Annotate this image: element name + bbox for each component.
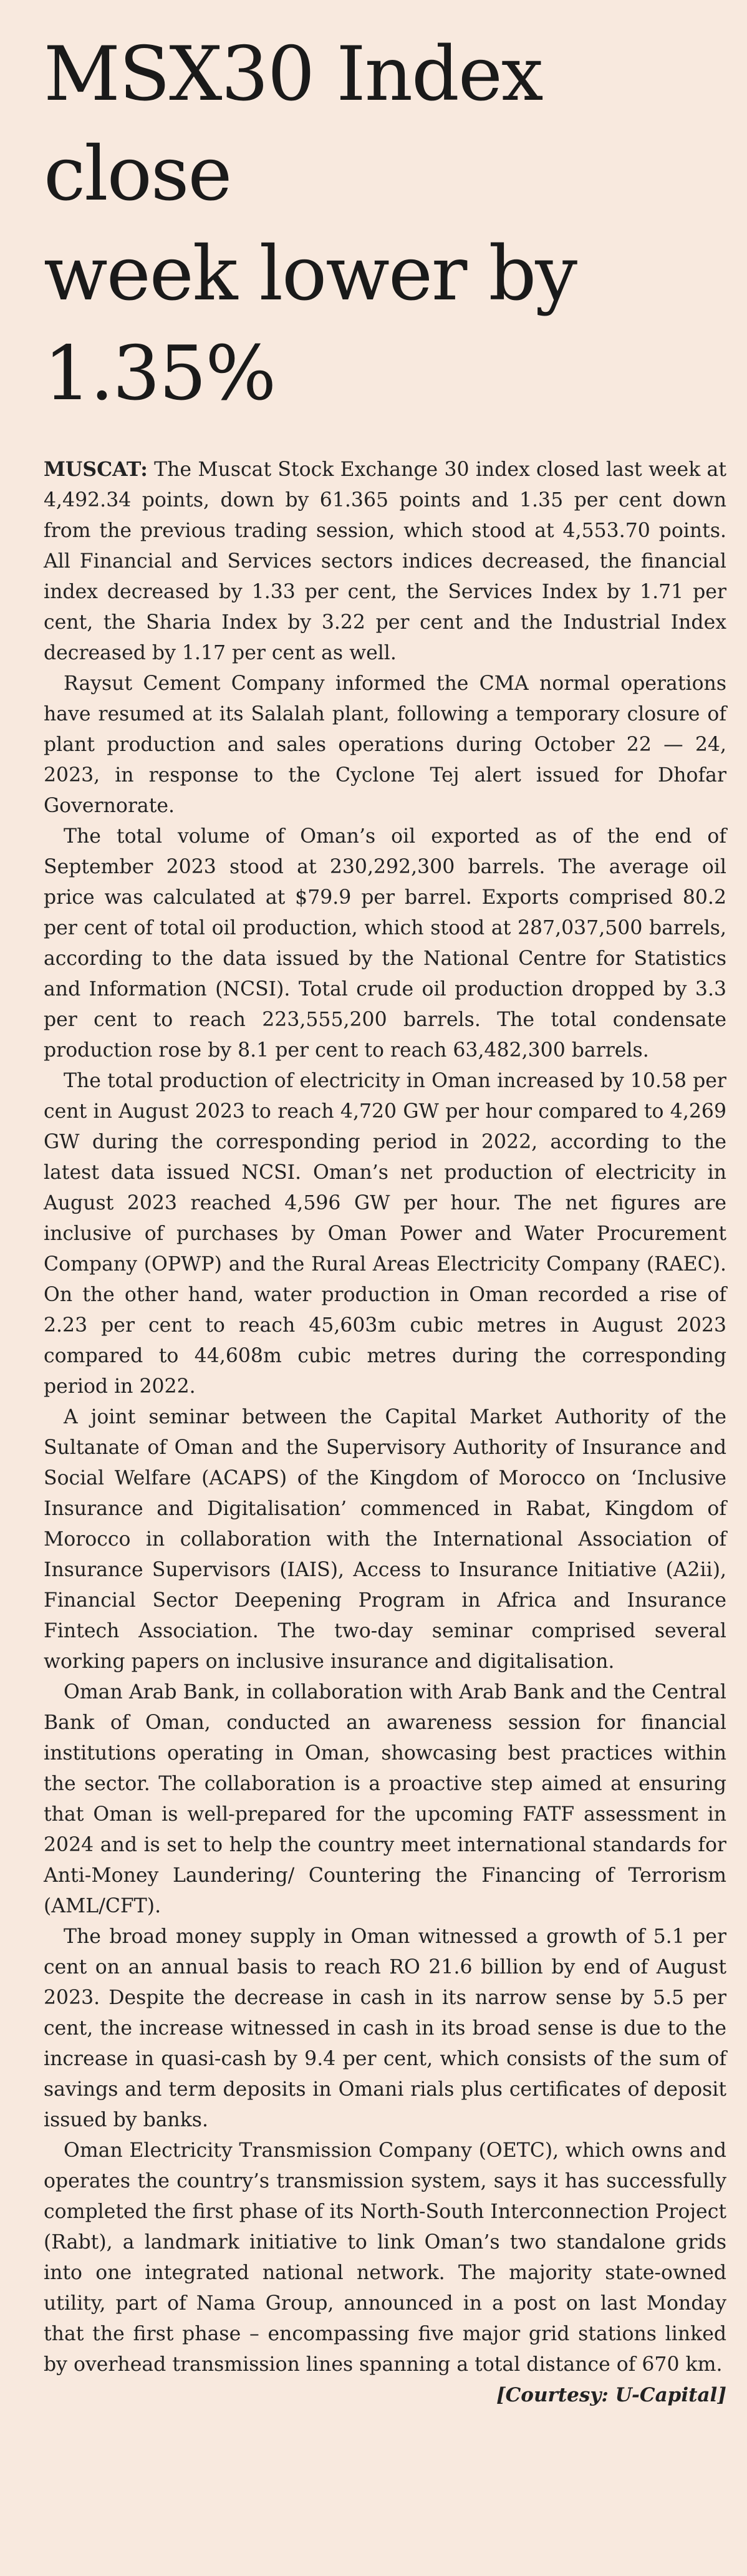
headline-line-1: MSX30 Index close bbox=[44, 31, 542, 218]
headline-line-2: week lower by 1.35% bbox=[44, 231, 577, 417]
courtesy-credit: [Courtesy: U-Capital] bbox=[496, 2384, 726, 2406]
paragraph-oil-exports: The total volume of Oman’s oil exported as of the end of September 2023 stood at 230,292,300 barrels. The average oil price was calculated at $79.9 per barrel. Exports comprised 80.2 per cent of total oil production, which stood at 287,037,500 barrels, according to the data issued by the National Centre for Statistics and Information (NCSI). Total crude oil production dropped by 3.3 per cent to reach 223,555,200 barrels. The total condensate production rose by 8.1 per cent to reach 63,482,300 barrels. bbox=[44, 825, 726, 1062]
paragraph-insurance-seminar: A joint seminar between the Capital Market Authority of the Sultanate of Oman and the Supervisory Authority of Insurance and Social Welfare (ACAPS) of the Kingdom of Morocco on ‘Inclusive Insurance and Digitalisation’ commenced in Rabat, Kingdom of Morocco in collaboration with the International Association of Insurance Supervisors (IAIS), Access to Insurance Initiative (A2ii), Financial Sector Deepening Program in Africa and Insurance Fintech Association. The two-day seminar comprised several working papers on inclusive insurance and digitalisation. bbox=[44, 1406, 726, 1673]
paragraph-raysut-cement: Raysut Cement Company informed the CMA normal operations have resumed at its Salalah plant, following a temporary closure of plant production and sales operations during October 22 — 24, 2023, in response to the Cyclone Tej alert issued for Dhofar Governorate. bbox=[44, 672, 726, 817]
paragraph-electricity-production: The total production of electricity in Oman increased by 10.58 per cent in August 2023 to reach 4,720 GW per hour compared to 4,269 GW during the corresponding period in 2022, according to the latest data issued NCSI. Oman’s net production of electricity in August 2023 reached 4,596 GW per hour. The net figures are inclusive of purchases by Oman Power and Water Procurement Company (OPWP) and the Rural Areas Electricity Company (RAEC). On the other hand, water production in Oman recorded a rise of 2.23 per cent to reach 45,603m cubic metres in August 2023 compared to 44,608m cubic metres during the corresponding period in 2022. bbox=[44, 1070, 726, 1398]
paragraph-msx30-text: The Muscat Stock Exchange 30 index closed last week at 4,492.34 points, down by 61.365 points and 1.35 per cent down from the previous trading session, which stood at 4,553.70 points. All Financial and Services sectors indices decreased, the financial index decreased by 1.33 per cent, the Services Index by 1.71 per cent, the Sharia Index by 3.22 per cent and the Industrial Index decreased by 1.17 per cent as well. bbox=[44, 458, 726, 664]
article-body bbox=[44, 454, 726, 2411]
headline bbox=[44, 25, 726, 424]
news-article bbox=[44, 25, 726, 2557]
paragraph-money-supply: The broad money supply in Oman witnessed a growth of 5.1 per cent on an annual basis to reach RO 21.6 billion by end of August 2023. Despite the decrease in cash in its narrow sense by 5.5 per cent, the increase witnessed in cash in its broad sense is due to the increase in quasi-cash by 9.4 per cent, which consists of the sum of savings and term deposits in Omani rials plus certificates of deposit issued by banks. bbox=[44, 1925, 726, 2131]
paragraph-oman-arab-bank: Oman Arab Bank, in collaboration with Arab Bank and the Central Bank of Oman, conducted an awareness session for financial institutions operating in Oman, showcasing best practices within the sector. The collaboration is a proactive step aimed at ensuring that Oman is well-prepared for the upcoming FATF assessment in 2024 and is set to help the country meet international standards for Anti-Money Laundering/ Countering the Financing of Terrorism (AML/CFT). bbox=[44, 1681, 726, 1917]
paragraph-msx30 bbox=[44, 454, 726, 669]
dateline: MUSCAT: bbox=[44, 458, 148, 481]
paragraph-oetc: Oman Electricity Transmission Company (OETC), which owns and operates the country’s transmission system, says it has successfully completed the first phase of its North-South Interconnection Project (Rabt), a landmark initiative to link Oman’s two standalone grids into one integrated national network. The majority state-owned utility, part of Nama Group, announced in a post on last Monday that the first phase – encompassing five major grid stations linked by overhead transmission lines spanning a total distance of 670 km. bbox=[44, 2139, 726, 2376]
